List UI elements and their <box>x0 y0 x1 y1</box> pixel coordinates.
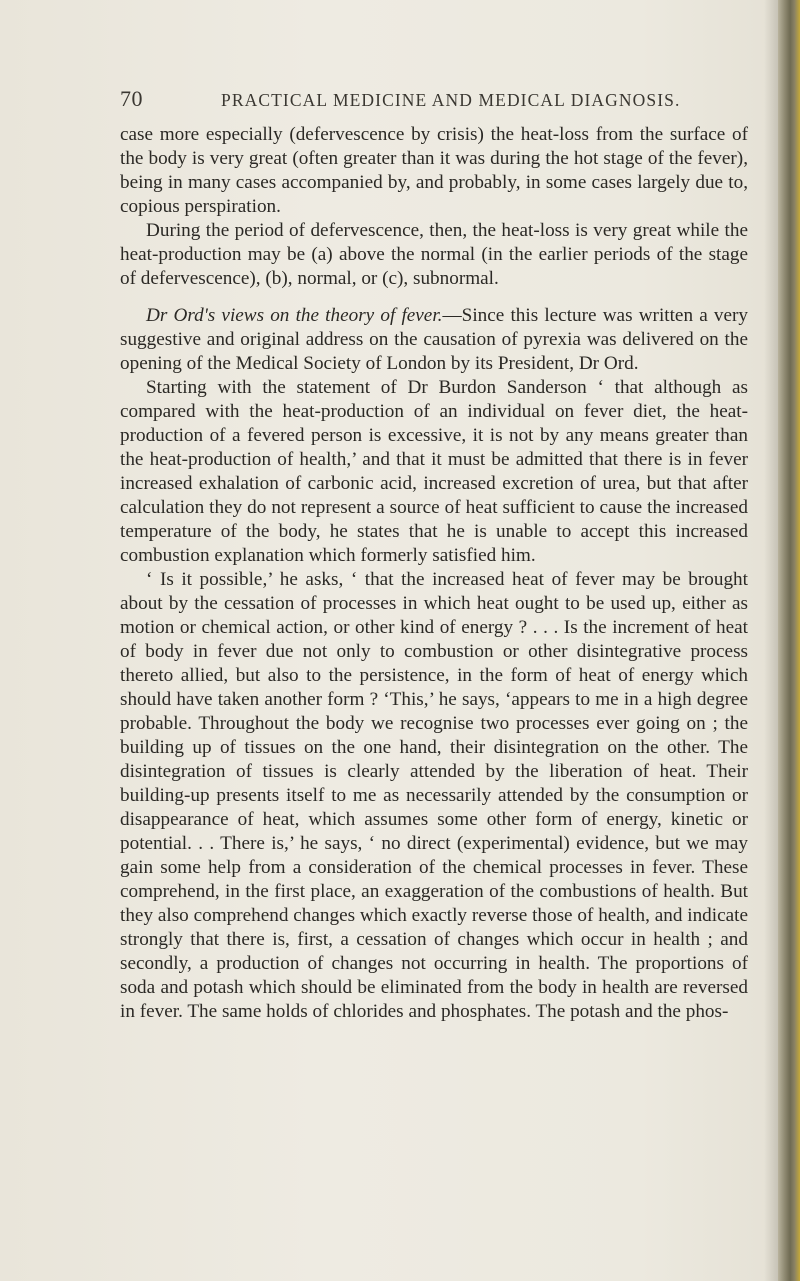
body-text <box>120 123 748 1024</box>
book-spine-edge <box>778 0 800 1281</box>
section-intro-text: —Since this lecture was written a very suggestive and original address on the causation of pyrexia was delivered on the opening of the Medical Society of London by its President, Dr Ord. <box>120 305 748 374</box>
gutter-shadow <box>764 0 778 1281</box>
page-number: 70 <box>120 86 143 111</box>
paragraph-sanderson-statement: Starting with the statement of Dr Burdon Sanderson ‘ that although as compared with the heat-production of an individual on fever diet, the heat-production of a fevered person is excessive, it is not by any means greater than the heat-production of health,’ and that it must be admitted that there is in fever increased exhalation of carbonic acid, increased excretion of urea, but that after calculation they do not represent a source of heat sufficient to cause the increased temperature of the body, he states that he is unable to accept this increased combustion explanation which formerly satisfied him. <box>120 377 748 566</box>
paragraph-ord-quotation: ‘ Is it possible,’ he asks, ‘ that the increased heat of fever may be brought about by the cessation of processes in which heat ought to be used up, either as motion or chemical action, or other kind of energy ? . . . Is the increment of heat of body in fever due not only to combustion or other disintegrative process thereto allied, but also to the persistence, in the form of heat of energy which should have taken another form ? ‘This,’ he says, ‘appears to me in a high degree probable. Throughout the body we recognise two processes ever going on ; the building up of tissues on the one hand, their disintegration on the other. The disintegration of tissues is clearly attended by the liberation of heat. Their building-up presents itself to me as necessarily attended by the consumption or disappearance of heat, which assumes some other form of energy, kinetic or potential. . . There is,’ he says, ‘ no direct (experimental) evidence, but we may gain some help from a consideration of the chemical processes in fever. These comprehend, in the first place, an exaggeration of the combustions of health. But they also comprehend changes which exactly reverse those of health, and indicate strongly that there is, first, a cessation of changes which occur in health ; and secondly, a production of changes not occurring in health. The proportions of soda and potash which should be eliminated from the body in health are reversed in fever. The same holds of chlorides and phosphates. The potash and the phos- <box>120 569 748 1022</box>
running-title: PRACTICAL MEDICINE AND MEDICAL DIAGNOSIS. <box>221 90 681 110</box>
paragraph-ord-views <box>120 304 748 376</box>
section-title: Dr Ord's views on the theory of fever. <box>146 305 443 326</box>
paragraph-defervescence: During the period of defervescence, then, the heat-loss is very great while the heat-production may be (a) above the normal (in the earlier periods of the stage of defervescence), (b), normal, or (c), subnormal. <box>120 220 748 289</box>
paragraph-continuation: case more especially (defervescence by crisis) the heat-loss from the surface of the body is very great (often greater than it was during the hot stage of the fever), being in many cases accompanied by, and probably, in some cases largely due to, copious perspiration. <box>120 124 748 217</box>
